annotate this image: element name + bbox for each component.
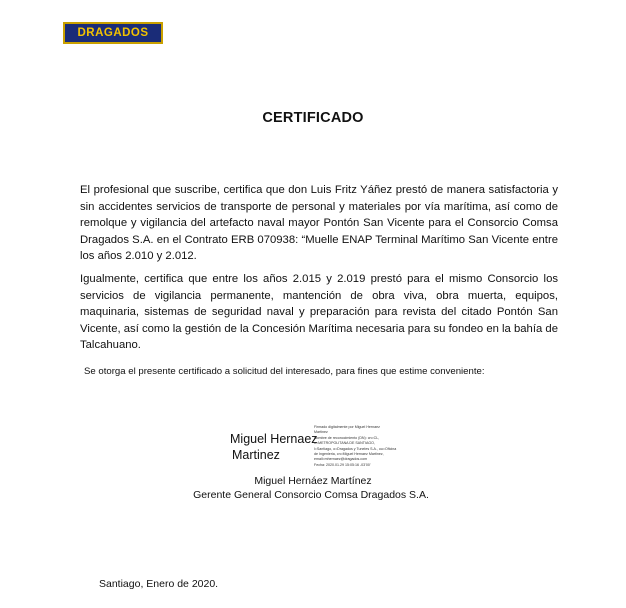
cert-line: Firmado digitalmente por Miguel Hernaez xyxy=(314,425,380,429)
signer-block xyxy=(0,474,626,502)
digital-signature-name xyxy=(230,431,318,463)
paragraph-second: Igualmente, certifica que entre los años 2.015 y 2.019 prestó para el mismo Consorcio los servicios de vigilancia permanente, mantención de obra viva, obra muerta, equipos, maquinaria, sistemas de seguridad naval y preparación para revista del citado Pontón San Vicente, así como la gestión de la Concesión Marítima necesaria para su fondeo en la bahía de Talcahuano. xyxy=(80,273,558,351)
cert-line: l=Santiago, o=Dragados y Tuneles S.A., ou=Oficina xyxy=(314,446,397,451)
cert-line: email=mhernaez@dragados.com xyxy=(314,457,368,462)
logo-text: DRAGADOS xyxy=(77,27,149,39)
digital-signature-certificate xyxy=(314,425,424,468)
cert-line: Fecha: 2020.01.29 15:05:16 -03'00' xyxy=(314,462,371,467)
cert-line: Nombre de reconocimiento (DN): cn=CL, xyxy=(314,435,380,440)
signer-name: Miguel Hernáez Martínez xyxy=(254,475,372,487)
signer-role: Gerente General Consorcio Comsa Dragados S.A. xyxy=(193,489,429,501)
cert-line: de Ingenieria, cn=Miguel Hernaez Martinez, xyxy=(314,452,384,457)
paragraph-first: El profesional que suscribe, certifica que don Luis Fritz Yáñez prestó de manera satisfactoria y sin accidentes servicios de transporte de personal y materiales por vía marítima, así como de remolque y vigilancia del artefacto naval mayor Pontón San Vicente para el Consorcio Comsa Dragados S.A. en el Contrato ERB 070938: “Muelle ENAP Terminal Marítimo San Vicente entre los años 2.010 y 2.012. xyxy=(80,184,558,262)
signature-name-line-1: Miguel Hernaez xyxy=(230,432,318,446)
paragraph-closing: Se otorga el presente certificado a solicitud del interesado, para fines que estime conveniente: xyxy=(84,366,485,377)
cert-line: o=METROPOLITANA DE SANTIAGO, xyxy=(314,441,375,446)
document-title: CERTIFICADO xyxy=(262,110,364,126)
cert-line: Martinez xyxy=(314,430,328,435)
signature-name-line-2: Martinez xyxy=(232,448,280,462)
dragados-logo xyxy=(63,22,163,44)
place-and-date: Santiago, Enero de 2020. xyxy=(99,578,219,590)
